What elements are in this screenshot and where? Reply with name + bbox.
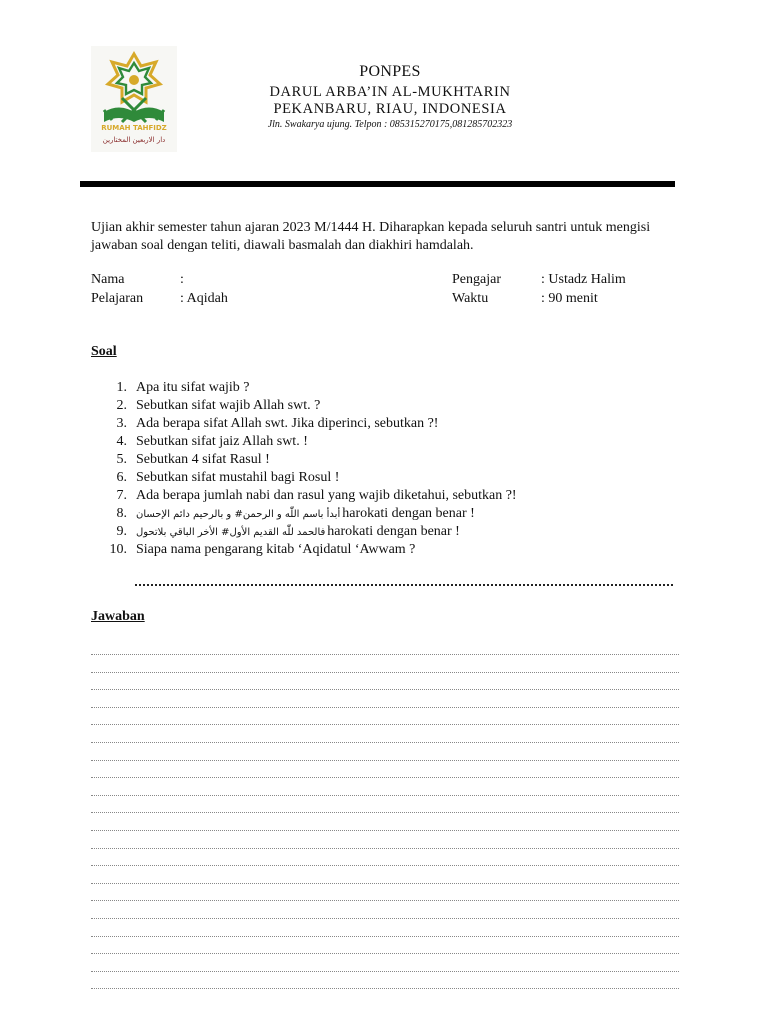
- arabic-verse: فالحمد للّٰه القديم الأول# الأخر الباقي بلاتحول: [136, 527, 326, 538]
- answer-line[interactable]: [91, 654, 679, 655]
- answer-line[interactable]: [91, 707, 679, 708]
- pengajar-value: : Ustadz Halim: [541, 272, 626, 287]
- header-title: PONPES: [359, 63, 421, 80]
- exam-instructions: Ujian akhir semester tahun ajaran 2023 M/1444 H. Diharapkan kepada seluruh santri untuk mengisi jawaban soal dengan teliti, diawali basmalah dan diakhiri hamdalah.: [91, 220, 651, 253]
- pengajar-label: Pengajar: [452, 272, 501, 287]
- question-item: 9. فالحمد للّٰه القديم الأول# الأخر الباقي بلاتحول harokati dengan benar !: [116, 524, 460, 539]
- header-rule: [80, 181, 675, 187]
- answer-line[interactable]: [91, 848, 679, 849]
- school-location: PEKANBARU, RIAU, INDONESIA: [273, 101, 507, 117]
- question-item: 8. أبدأ باسم اللّٰه و الرحمن# و بالرحيم دائم الإحسان harokati dengan benar !: [116, 506, 475, 521]
- soal-heading: Soal: [91, 344, 117, 359]
- answer-line[interactable]: [91, 865, 679, 866]
- answer-line[interactable]: [91, 672, 679, 673]
- pelajaran-value: : Aqidah: [180, 291, 228, 306]
- arabic-verse: أبدأ باسم اللّٰه و الرحمن# و بالرحيم دائم الإحسان: [136, 509, 341, 520]
- school-address: Jln. Swakarya ujung. Telpon : 085315270175,081285702323: [267, 119, 513, 130]
- nama-label: Nama: [91, 272, 125, 287]
- answer-line[interactable]: [91, 918, 679, 919]
- jawaban-heading: Jawaban: [91, 609, 145, 624]
- answer-line[interactable]: [91, 760, 679, 761]
- pelajaran-label: Pelajaran: [91, 291, 144, 306]
- svg-text:دار الاربعين المختارين: دار الاربعين المختارين: [102, 136, 166, 144]
- answer-line[interactable]: [91, 689, 679, 690]
- answer-line[interactable]: [91, 742, 679, 743]
- school-name: DARUL ARBA’IN AL-MUKHTARIN: [269, 84, 511, 100]
- answer-line[interactable]: [91, 777, 679, 778]
- answer-lines: [91, 654, 679, 1006]
- school-logo: [91, 46, 177, 152]
- answer-line[interactable]: [91, 988, 679, 989]
- answer-line[interactable]: [91, 830, 679, 831]
- question-item: 4. Sebutkan sifat jaiz Allah swt. !: [116, 434, 308, 449]
- answer-line[interactable]: [91, 795, 679, 796]
- question-item: 3. Ada berapa sifat Allah swt. Jika diperinci, sebutkan ?!: [116, 416, 439, 431]
- answer-line[interactable]: [91, 900, 679, 901]
- nama-value: :: [180, 272, 184, 287]
- question-item: 7. Ada berapa jumlah nabi dan rasul yang wajib diketahui, sebutkan ?!: [116, 488, 517, 503]
- answer-line[interactable]: [91, 936, 679, 937]
- waktu-value: : 90 menit: [541, 291, 598, 306]
- waktu-label: Waktu: [452, 291, 489, 306]
- question-item: 6. Sebutkan sifat mustahil bagi Rosul !: [116, 470, 340, 485]
- answer-line[interactable]: [91, 971, 679, 972]
- svg-text:RUMAH TAHFIDZ: RUMAH TAHFIDZ: [101, 124, 167, 132]
- answer-line[interactable]: [91, 724, 679, 725]
- section-divider: [135, 584, 673, 586]
- question-list: [100, 379, 700, 559]
- question-item: 2. Sebutkan sifat wajib Allah swt. ?: [116, 398, 321, 413]
- answer-line[interactable]: [91, 812, 679, 813]
- logo-emblem-icon: [91, 46, 177, 152]
- question-item: 5. Sebutkan 4 sifat Rasul !: [116, 452, 270, 467]
- question-item: 1. Apa itu sifat wajib ?: [116, 380, 250, 395]
- answer-line[interactable]: [91, 883, 679, 884]
- question-item: 10. Siapa nama pengarang kitab ‘Aqidatul ‘Awwam ?: [109, 542, 416, 557]
- answer-line[interactable]: [91, 953, 679, 954]
